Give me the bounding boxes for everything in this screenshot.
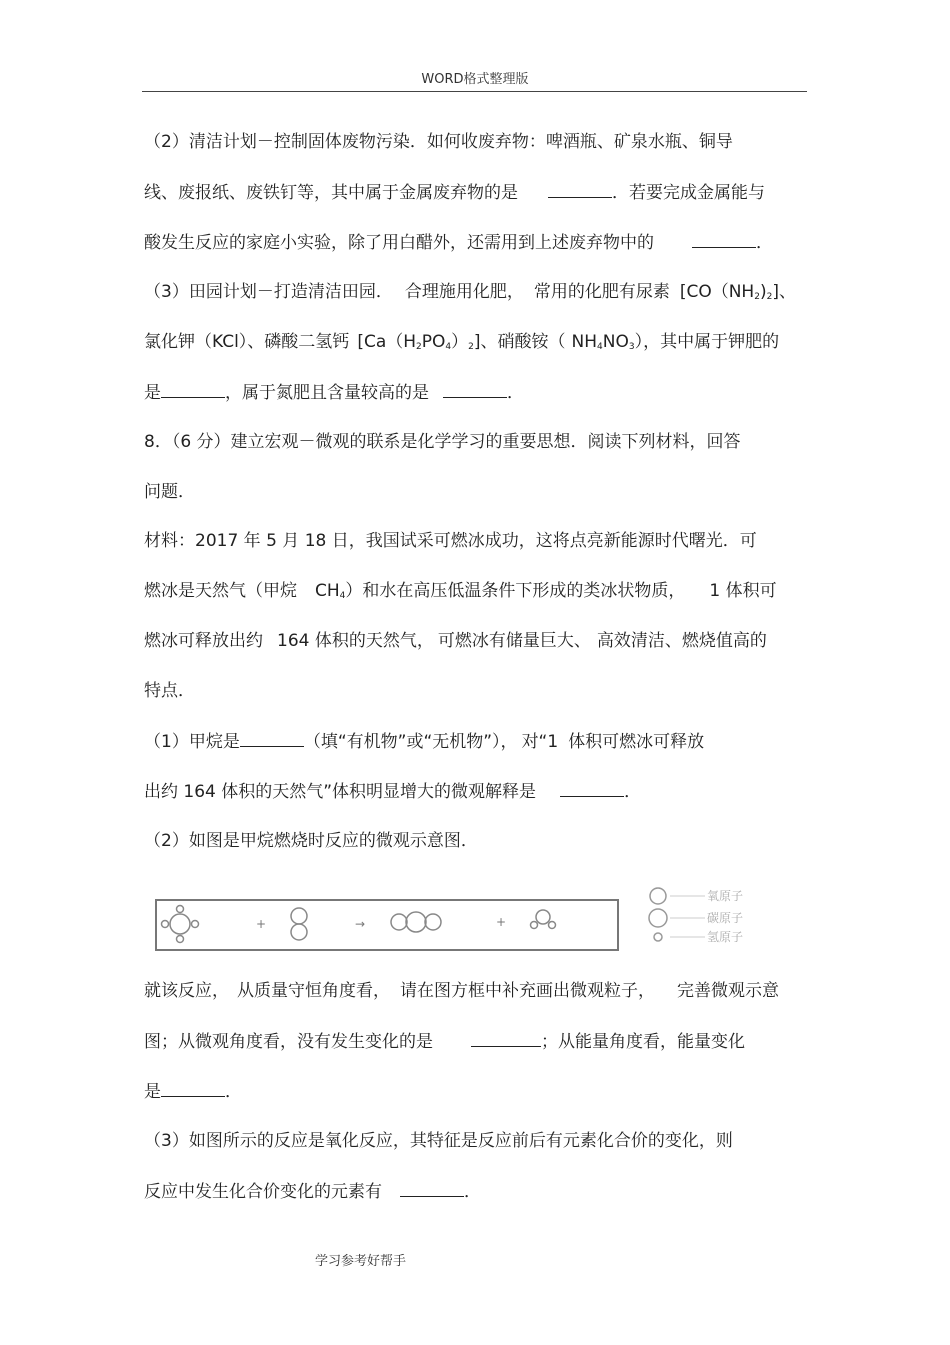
- q8-part2b-line1: [144, 980, 779, 1002]
- q8-material-line2: [144, 580, 777, 607]
- subscript: 4: [445, 342, 452, 352]
- subscript: 3: [628, 342, 635, 352]
- q7-part3-l2c: [Ca（H: [357, 332, 417, 352]
- methane-molecule-icon: [162, 906, 199, 943]
- q7-part2-line2: [144, 181, 765, 204]
- answer-blank[interactable]: [443, 381, 507, 398]
- q8-part2-line: （2）如图是甲烷燃烧时反应的微观示意图．: [144, 831, 478, 851]
- q8-part2b-line3: [144, 1080, 242, 1103]
- q8-m2d: ）和水在高压低温条件下形成的类冰状物质，: [345, 581, 686, 601]
- q7-part3-l2g: ）: [451, 332, 469, 352]
- q8-p2b3a: 是: [144, 1082, 161, 1102]
- q7-part3-l2i: ]、硝酸铵（: [473, 332, 566, 352]
- answer-blank[interactable]: [548, 181, 612, 198]
- q7-part3-l2e: PO: [421, 332, 446, 352]
- q7-part2-line3: [144, 231, 773, 254]
- q8-m3b: 164 体积的天然气，: [277, 631, 434, 651]
- q8-part3-line1: （3）如图所示的反应是氧化反应，其特征是反应前后有元素化合价的变化，则: [144, 1131, 733, 1151]
- q8-p2b1b: 从质量守恒角度看，: [237, 981, 390, 1001]
- q7-part3-l1h: ]、: [772, 282, 796, 302]
- subscript: 4: [339, 591, 346, 601]
- answer-blank[interactable]: [161, 381, 225, 398]
- q8-m2e: 1 体积可: [709, 581, 777, 601]
- q8-m2a: 燃冰是天然气（甲烷: [144, 581, 297, 601]
- subscript: 2: [754, 292, 760, 302]
- q7-part3-l1c: 常用的化肥有尿素: [533, 282, 670, 302]
- answer-blank[interactable]: [560, 780, 624, 797]
- q8-material-line3: [144, 630, 767, 652]
- q8-m2b: CH: [315, 581, 340, 601]
- q8-part1-line1: [144, 730, 704, 753]
- q8-m3d: 高效清洁、燃烧值高的: [596, 631, 767, 651]
- answer-blank[interactable]: [400, 1180, 464, 1197]
- answer-blank[interactable]: [240, 730, 304, 747]
- q8-p1f: ．: [624, 782, 642, 802]
- hydrogen-atom-icon: [654, 933, 662, 941]
- q8-p1b: （填“有机物”或“无机物”），: [303, 732, 518, 752]
- q7-part2-line1: （2）清洁计划－控制固体废物污染．如何收废弃物：啤酒瓶、矿泉水瓶、铜导: [144, 132, 733, 152]
- q8-p1e: 出约 164 体积的天然气”体积明显增大的微观解释是: [144, 782, 537, 802]
- q8-m3c: 可燃冰有储量巨大、: [437, 631, 591, 651]
- q8-m3a: 燃冰可释放出约: [144, 631, 263, 651]
- water-molecule-icon: [531, 910, 556, 929]
- q7-part3-l1b: 合理施用化肥，: [404, 282, 524, 302]
- legend-oxygen: 氧原子: [707, 889, 744, 903]
- q7-part3-l2a: 氯化钾（: [144, 332, 212, 352]
- q8-p1a: （1）甲烷是: [144, 732, 240, 752]
- q7-part2-line3-tail: ．: [756, 233, 773, 253]
- subscript: 2: [416, 342, 422, 352]
- q7-part3-line1: [144, 281, 796, 308]
- q7-part3-l1d: [CO（NH: [679, 282, 755, 302]
- q8-intro-line1: 8．（6 分）建立宏观－微观的联系是化学学习的重要思想．阅读下列材料，回答: [144, 432, 741, 452]
- q8-p3c: ．: [464, 1182, 481, 1202]
- q8-p2b2a: 图；从微观角度看，没有发生变化的是: [144, 1032, 433, 1052]
- q7-part3-l2n: ），其中属于钾肥的: [634, 332, 780, 352]
- q8-p2b3b: ．: [225, 1082, 242, 1102]
- reaction-arrow: →: [355, 917, 366, 931]
- q8-part3-line2: [144, 1180, 481, 1203]
- q8-intro-line2: 问题．: [144, 482, 195, 502]
- q8-p2b1c: 请在图方框中补充画出微观粒子，: [400, 981, 655, 1001]
- q8-p2b1d: 完善微观示意: [677, 981, 779, 1001]
- q8-p3b: 反应中发生化合价变化的元素有: [144, 1182, 382, 1202]
- subscript: 2: [468, 342, 474, 352]
- q7-part3-line2: [144, 331, 779, 358]
- answer-blank[interactable]: [471, 1030, 541, 1047]
- legend-hydrogen: 氢原子: [707, 930, 744, 944]
- reaction-micro-diagram: [140, 880, 800, 960]
- oxygen-atom-icon: [650, 888, 666, 904]
- q7-part3-line3: [144, 381, 524, 404]
- q8-p2b2b: ；从能量角度看，能量变化: [541, 1032, 745, 1052]
- subscript: 4: [597, 342, 603, 352]
- legend-carbon: 碳原子: [707, 911, 744, 925]
- q7-part3-l1f: ): [759, 282, 767, 302]
- oxygen-molecule-icon: [291, 908, 307, 940]
- legend: [649, 888, 743, 944]
- q7-part2-line3-text: 酸发生反应的家庭小实验，除了用白醋外，还需用到上述废弃物中的: [144, 233, 654, 253]
- page-footer: 学习参考好帮手: [315, 1254, 407, 1269]
- q7-part3-l2b: KCl）、磷酸二氢钙: [212, 332, 350, 352]
- q8-p2b1a: 就该反应，: [144, 981, 229, 1001]
- header-divider: [142, 91, 807, 92]
- page-header-title: WORD格式整理版: [421, 72, 529, 87]
- q8-p1c: 对“1: [521, 732, 559, 752]
- carbon-atom-icon: [649, 909, 667, 927]
- q7-part3-l3b: ，属于氮肥且含量较高的是: [225, 383, 429, 403]
- q7-part3-l3c: ．: [507, 383, 524, 403]
- answer-blank[interactable]: [692, 231, 756, 248]
- q8-p1d: 体积可燃冰可释放: [568, 732, 705, 752]
- q7-part3-l2j: NH: [571, 332, 597, 352]
- q8-part2b-line2: [144, 1030, 745, 1053]
- q7-part3-l1a: （3）田园计划－打造清洁田园．: [144, 282, 393, 302]
- q8-material-line4: 特点．: [144, 681, 195, 701]
- plus-sign: +: [256, 917, 267, 931]
- q7-part2-line2-text: 线、废报纸、废铁钉等，其中属于金属废弃物的是: [144, 183, 518, 203]
- q7-part3-l2l: NO: [602, 332, 629, 352]
- subscript: 2: [766, 292, 773, 302]
- q8-material-line1: 材料：2017 年 5 月 18 日，我国试采可燃冰成功，这将点亮新能源时代曙光．可: [144, 531, 757, 551]
- q7-part2-line2-tail: ．若要完成金属能与: [612, 183, 765, 203]
- q7-part3-l3a: 是: [144, 383, 161, 403]
- plus-sign: +: [496, 915, 507, 929]
- q8-part1-line2: [144, 780, 641, 803]
- carbon-dioxide-molecule-icon: [391, 912, 441, 932]
- answer-blank[interactable]: [161, 1080, 225, 1097]
